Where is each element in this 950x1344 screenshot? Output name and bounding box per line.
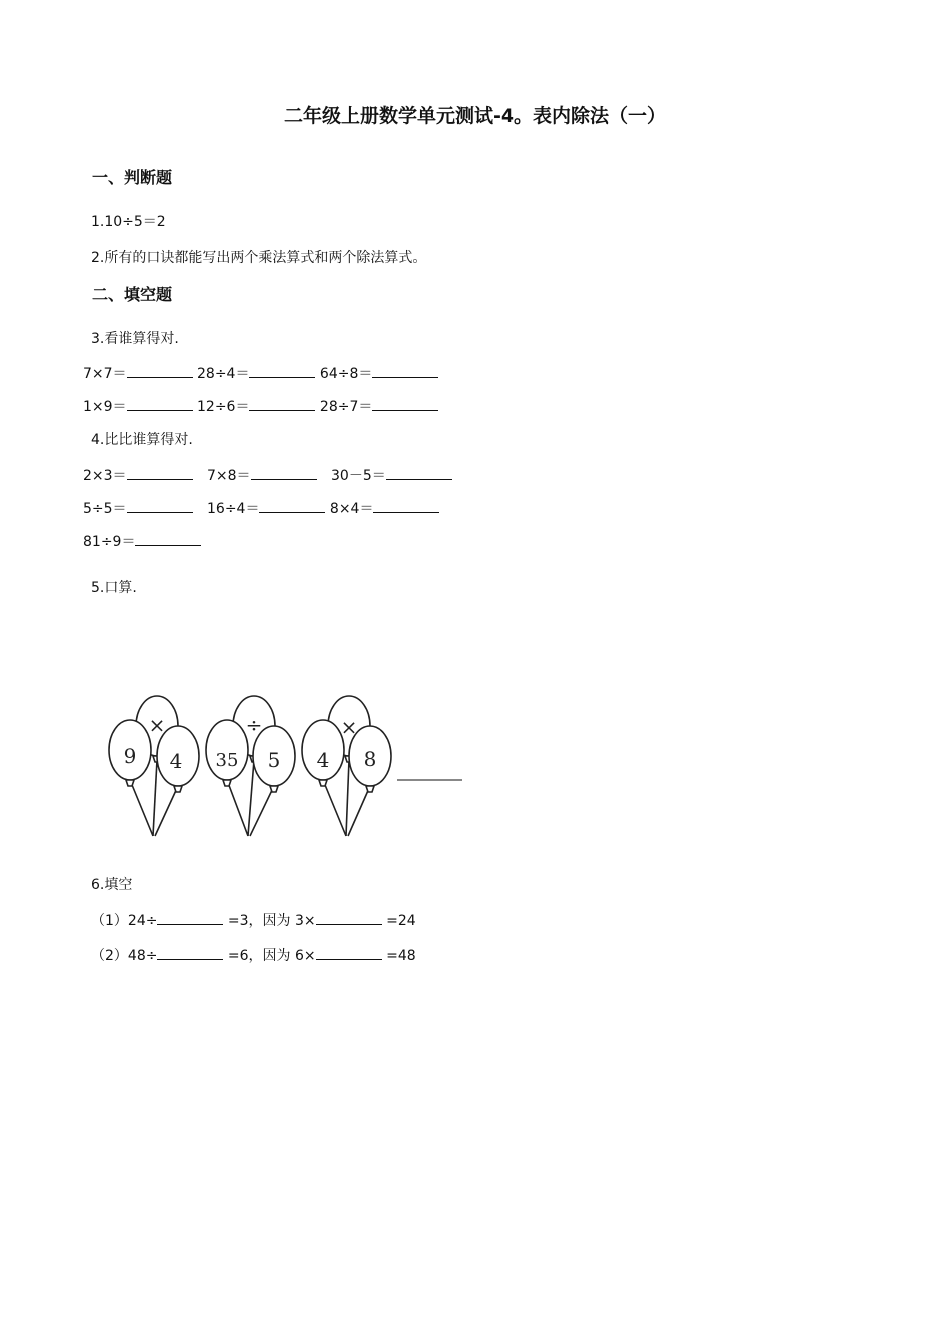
- expression: 12÷6＝: [197, 399, 250, 415]
- balloon-figure: [0, 690, 480, 840]
- section-heading-fill-blank: 二、填空题: [92, 285, 173, 304]
- expression: 16÷4＝: [207, 501, 260, 517]
- answer-blank[interactable]: [251, 465, 317, 480]
- expression: 1×9＝: [83, 399, 127, 415]
- answer-blank[interactable]: [372, 363, 438, 378]
- answer-blank[interactable]: [127, 465, 193, 480]
- expression: 7×7＝: [83, 366, 127, 382]
- balloon-number: 4: [316, 748, 330, 772]
- question-3-prompt: 3.看谁算得对.: [91, 331, 179, 347]
- question-6-part-2: [91, 945, 416, 966]
- expression: 64÷8＝: [319, 366, 373, 382]
- question-4-row-2: [83, 498, 439, 519]
- expression: 81÷9＝: [83, 534, 136, 550]
- answer-blank[interactable]: [316, 945, 382, 960]
- expression: 30－5＝: [331, 468, 386, 484]
- balloon-operator: ÷: [245, 713, 263, 737]
- balloon-operator: ×: [340, 715, 358, 739]
- answer-blank[interactable]: [135, 531, 201, 546]
- expression: 28÷7＝: [319, 399, 373, 415]
- question-2: 2.所有的口诀都能写出两个乘法算式和两个除法算式。: [91, 250, 427, 266]
- expression: （2）48÷: [91, 948, 158, 964]
- question-5-prompt: 5.口算.: [91, 580, 137, 596]
- answer-blank[interactable]: [157, 910, 223, 925]
- expression: 28÷4＝: [197, 366, 250, 382]
- answer-blank[interactable]: [372, 396, 438, 411]
- question-1: 1.10÷5＝2: [91, 214, 166, 230]
- expression: =3，因为 3×: [223, 913, 316, 929]
- expression: 2×3＝: [83, 468, 127, 484]
- expression: 5÷5＝: [83, 501, 127, 517]
- expression: =48: [381, 948, 416, 964]
- balloon-number: 8: [363, 747, 377, 771]
- answer-blank[interactable]: [157, 945, 223, 960]
- question-6-part-1: [91, 910, 416, 931]
- answer-blank[interactable]: [259, 498, 325, 513]
- question-4-row-3: [83, 531, 201, 552]
- question-6-prompt: 6.填空: [91, 877, 133, 893]
- answer-blank[interactable]: [127, 498, 193, 513]
- answer-blank[interactable]: [127, 396, 193, 411]
- answer-blank[interactable]: [373, 498, 439, 513]
- expression: （1）24÷: [91, 913, 158, 929]
- answer-blank[interactable]: [127, 363, 193, 378]
- balloon-number: 5: [267, 748, 281, 772]
- expression: =6，因为 6×: [223, 948, 316, 964]
- answer-blank[interactable]: [249, 363, 315, 378]
- question-3-row-2: [83, 396, 438, 417]
- page-title: 二年级上册数学单元测试-4。表内除法（一）: [283, 105, 667, 127]
- answer-blank[interactable]: [316, 910, 382, 925]
- balloon-number: 35: [215, 750, 239, 771]
- expression: 8×4＝: [329, 501, 374, 517]
- section-heading-judgement: 一、判断题: [92, 168, 173, 187]
- balloon-operator: ×: [148, 713, 166, 737]
- expression: 7×8＝: [207, 468, 251, 484]
- answer-blank[interactable]: [249, 396, 315, 411]
- question-4-prompt: 4.比比谁算得对.: [91, 432, 193, 448]
- question-3-row-1: [83, 363, 438, 384]
- balloon-number: 9: [123, 744, 137, 768]
- expression: =24: [381, 913, 416, 929]
- balloon-number: 4: [169, 749, 183, 773]
- question-4-row-1: [83, 465, 452, 486]
- answer-blank[interactable]: [386, 465, 452, 480]
